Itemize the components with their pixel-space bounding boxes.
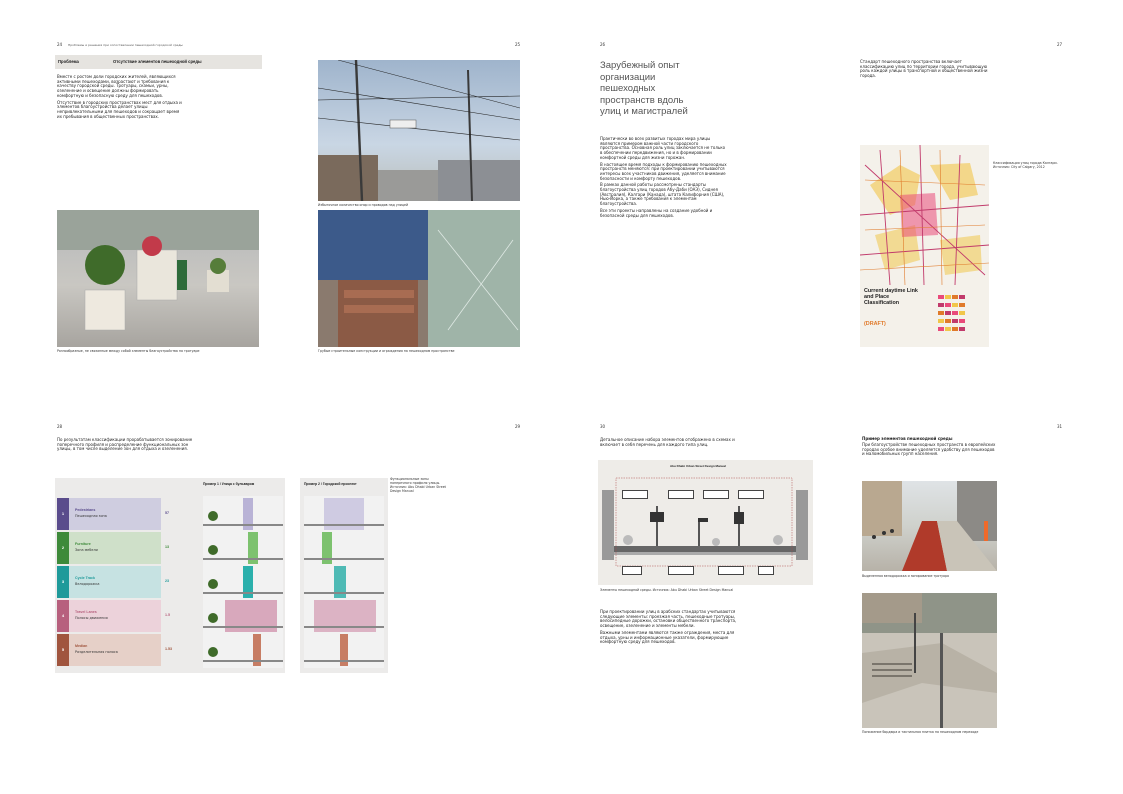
page-number: 27	[1057, 42, 1063, 47]
wires-illustration	[318, 60, 520, 201]
street-elements-diagram	[598, 460, 813, 585]
paragraph: Отсутствие в городских пространствах мест для отдыха и элементов благоустройства делает улицы непривлекательными для пешеходов и сокращает время их пребывания в общественных пространствах.	[57, 99, 182, 119]
crossing-photo	[862, 593, 997, 728]
diagram-element-box	[668, 566, 694, 575]
diagram-element-box	[718, 566, 744, 575]
right-text: При благоустройстве пешеходных пространств в европейских городах особое внимание уделяется удобству для пешеходов и маломобильных групп населения.	[862, 442, 996, 457]
diagram-element-box	[668, 490, 694, 499]
paragraph: В рамках данной работы рассмотрены стандарты благоустройства улиц городов Абу-Даби (ОАЭ), Сиднея (Австралия), Калгари (Канада), штата Калифорния (США), Нью-Йорка, а также требования к элементам благоустройства.	[600, 182, 725, 207]
page-number: 24	[57, 42, 63, 47]
row-number: 1	[57, 498, 69, 530]
page-number: 25	[515, 42, 521, 47]
row-label: Cycle Track	[75, 576, 95, 580]
table-row	[57, 532, 161, 564]
paragraph: Практически во всех развитых городах мира улицы являются примером важной части городского пространства. Основная роль улиц заключается не только в обеспечении передвижения, но и в формировании комфортной среды для жизни горожан.	[600, 136, 726, 160]
diagram-caption: Элементы пешеходной среды. Источник: Abu Dhabi Urban Street Design Manual	[600, 588, 734, 592]
row-sublabel: Зона мебели	[75, 548, 98, 552]
photo-caption: Понижение бордюра и тактильная плитка на пешеходном переходе	[862, 730, 979, 734]
row-label: Travel Lanes	[75, 610, 97, 614]
intro-text: Детальное описание набора элементов отображено в схемах и включает в себя перечень для каждого типа улиц.	[600, 437, 735, 447]
paragraph: При проектировании улиц в арабских стандартах учитываются следующие элементы: проезжая часть, пешеходные тротуары, велосипедные дорожки, остановки общественного транспорта, освещение, озеленение и элементы мебели.	[600, 609, 737, 629]
table-row	[57, 600, 161, 632]
table-header: Пример 1 / Улица с бульваром	[203, 482, 255, 486]
profile-panel-2	[300, 478, 388, 673]
row-number: 3	[57, 566, 69, 598]
profile-table	[55, 478, 285, 673]
row-sublabel: Разделительная полоса	[75, 650, 118, 654]
table-row	[57, 566, 161, 598]
stairs-photo	[318, 210, 520, 347]
row-label: Furniture	[75, 542, 91, 546]
street-wires-photo	[318, 60, 520, 201]
row-value: 1.5	[165, 613, 170, 617]
diagram-element-box	[738, 490, 764, 499]
row-number: 4	[57, 600, 69, 632]
diagram-element-box	[622, 566, 642, 575]
map-caption: Классификация улиц города Калгари. Источник: City of Calgary, 2012	[993, 161, 1058, 169]
page-number: 31	[1057, 424, 1063, 429]
table-row	[57, 498, 161, 530]
table-row	[57, 634, 161, 666]
crossing-illustration	[862, 593, 997, 728]
photo-caption: Выделенная велодорожка и зонирование тротуара	[862, 574, 949, 578]
row-value: 23	[165, 579, 169, 583]
page-number: 29	[515, 424, 521, 429]
table-caption: Функциональные зоны поперечного профиля улицы. Источник: Abu Dhabi Urban Street Design Manual	[390, 477, 446, 493]
paragraph: Вместе с ростом доли городских жителей, являющихся активными пешеходами, возрастают и требования к качеству городской среды. Тротуары, скамьи, урны, озеленение и освещение должны формировать комфортную и безопасную среду для пешеходов.	[57, 74, 176, 98]
page-number: 26	[600, 42, 606, 47]
right-body-text: Стандарт пешеходного пространства включает классификацию улиц по территории города, учитывающую роль каждой улицы в транспортной и общественной жизни города.	[860, 59, 988, 79]
paragraph: Все эти проекты направлены на создание удобной и безопасной среды для пешеходов.	[600, 207, 713, 218]
bike-lane-illustration	[862, 481, 997, 571]
section-title: Отсутствие элементов пешеходной среды	[113, 59, 202, 64]
stairs-illustration	[318, 210, 520, 347]
diagram-element-box	[622, 490, 648, 499]
diagram-element-box	[703, 490, 729, 499]
row-value: 13	[165, 545, 169, 549]
intro-text: По результатам классификации прорабатывается зонирование поперечного профиля и распределение функциональных зон улицы, в том числе выделение зон для отдыха и озеленения.	[57, 437, 193, 452]
map-illustration	[860, 145, 989, 347]
table-header: Пример 2 / Городской проспект	[304, 482, 357, 486]
row-value: 1.53	[165, 647, 172, 651]
diagram-element-box	[758, 566, 774, 575]
photo-caption: Грубые строительные конструкции и ограждения на пешеходном пространстве	[318, 349, 455, 353]
planters-illustration	[57, 210, 259, 347]
photo-caption: Избыточное количество опор и проводов над улицей	[318, 203, 409, 207]
row-value: 57	[165, 511, 169, 515]
photo-caption: Разнообразные, не связанные между собой элементы благоустройства на тротуаре	[57, 349, 200, 353]
right-heading: Пример элементов пешеходной среды	[862, 436, 953, 441]
row-sublabel: Пешеходная зона	[75, 514, 107, 518]
section-band	[55, 55, 262, 69]
running-head: Проблемы и решения при сопоставлении пешеходной городской среды	[68, 43, 183, 47]
page-number: 30	[600, 424, 606, 429]
section-heading: Зарубежный опыт организации пешеходных пространств вдоль улиц и магистралей	[600, 60, 688, 117]
street-section-illustration	[203, 496, 283, 668]
body-text	[600, 610, 740, 647]
paragraph: Важными элементами являются также ограждения, места для отдыха, урны и информационные указатели, формирующие комфортную среду для пешеходов.	[600, 629, 735, 645]
body-text	[600, 137, 728, 220]
row-number: 5	[57, 634, 69, 666]
street-classification-map	[860, 145, 989, 347]
body-text	[57, 75, 185, 121]
row-label: Median	[75, 644, 88, 648]
map-title: Current daytime Link and Place Classification	[864, 288, 918, 307]
map-draft-label: (DRAFT)	[864, 321, 886, 327]
street-section-illustration-2	[304, 496, 384, 668]
diagram-title: Abu Dhabi Urban Street Design Manual	[670, 464, 726, 468]
bike-lane-photo	[862, 481, 997, 571]
row-sublabel: Полосы движения	[75, 616, 108, 620]
page-number: 28	[57, 424, 63, 429]
planters-photo	[57, 210, 259, 347]
row-number: 2	[57, 532, 69, 564]
row-sublabel: Велодорожка	[75, 582, 100, 586]
paragraph: В настоящее время подходы к формированию пешеходных пространств меняются: при проектировании учитываются интересы всех участников движения, уделяется внимание безопасности и комфорту пешеходов.	[600, 161, 727, 181]
row-label: Pedestrians	[75, 508, 96, 512]
section-label: Проблема	[58, 59, 79, 64]
